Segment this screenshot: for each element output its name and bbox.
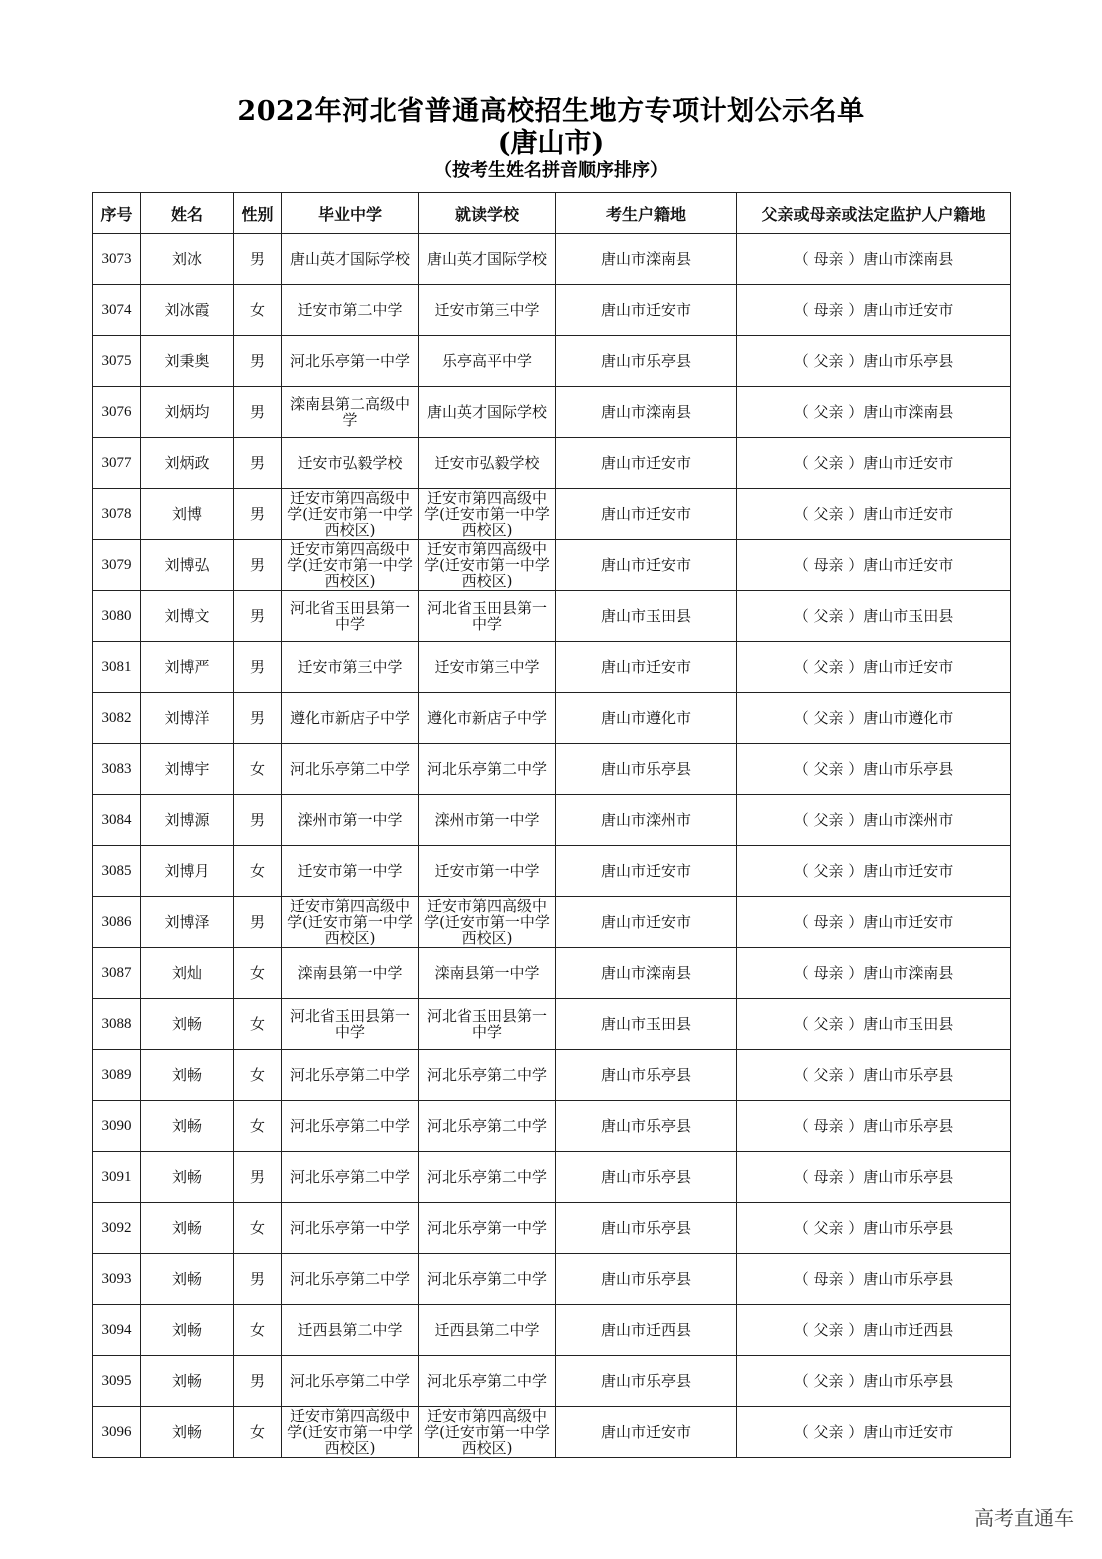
table-row xyxy=(93,285,1011,336)
cell-gender: 女 xyxy=(234,999,282,1050)
cell-current-school: 唐山英才国际学校 xyxy=(419,234,556,285)
cell-student-hukou: 唐山市玉田县 xyxy=(556,999,737,1050)
cell-student-hukou: 唐山市乐亭县 xyxy=(556,336,737,387)
cell-serial: 3084 xyxy=(93,795,141,846)
table-row xyxy=(93,1356,1011,1407)
cell-serial: 3096 xyxy=(93,1407,141,1458)
header-name: 姓名 xyxy=(141,193,234,234)
cell-gender: 女 xyxy=(234,948,282,999)
cell-gender: 男 xyxy=(234,234,282,285)
cell-guardian-hukou: （ 父亲 ）唐山市迁安市 xyxy=(737,642,1011,693)
cell-current-school: 河北乐亭第一中学 xyxy=(419,1203,556,1254)
cell-name: 刘博 xyxy=(141,489,234,540)
cell-gender: 女 xyxy=(234,1101,282,1152)
cell-name: 刘炳政 xyxy=(141,438,234,489)
cell-serial: 3083 xyxy=(93,744,141,795)
cell-serial: 3077 xyxy=(93,438,141,489)
cell-student-hukou: 唐山市玉田县 xyxy=(556,591,737,642)
document-title: 2022年河北省普通高校招生地方专项计划公示名单 xyxy=(237,96,865,127)
cell-gender: 女 xyxy=(234,1203,282,1254)
cell-graduation-school: 河北乐亭第一中学 xyxy=(282,1203,419,1254)
table-row xyxy=(93,1050,1011,1101)
cell-gender: 女 xyxy=(234,744,282,795)
cell-gender: 女 xyxy=(234,285,282,336)
cell-gender: 男 xyxy=(234,693,282,744)
cell-student-hukou: 唐山市迁安市 xyxy=(556,1407,737,1458)
city-subtitle: (唐山市) xyxy=(497,128,605,159)
cell-graduation-school: 迁安市第二中学 xyxy=(282,285,419,336)
table-row xyxy=(93,642,1011,693)
cell-graduation-school: 河北省玉田县第一中学 xyxy=(282,999,419,1050)
cell-student-hukou: 唐山市迁安市 xyxy=(556,438,737,489)
cell-guardian-hukou: （ 父亲 ）唐山市迁安市 xyxy=(737,1407,1011,1458)
cell-gender: 男 xyxy=(234,1152,282,1203)
cell-current-school: 迁安市弘毅学校 xyxy=(419,438,556,489)
cell-serial: 3087 xyxy=(93,948,141,999)
cell-name: 刘灿 xyxy=(141,948,234,999)
cell-guardian-hukou: （ 父亲 ）唐山市乐亭县 xyxy=(737,744,1011,795)
cell-serial: 3094 xyxy=(93,1305,141,1356)
cell-graduation-school: 迁西县第二中学 xyxy=(282,1305,419,1356)
watermark: 高考直通车 xyxy=(974,1506,1074,1530)
cell-name: 刘博宇 xyxy=(141,744,234,795)
cell-serial: 3088 xyxy=(93,999,141,1050)
header-guardian-hukou: 父亲或母亲或法定监护人户籍地 xyxy=(737,193,1011,234)
cell-graduation-school: 唐山英才国际学校 xyxy=(282,234,419,285)
table-row xyxy=(93,1152,1011,1203)
cell-guardian-hukou: （ 父亲 ）唐山市乐亭县 xyxy=(737,1203,1011,1254)
table-row xyxy=(93,387,1011,438)
cell-current-school: 迁安市第一中学 xyxy=(419,846,556,897)
cell-serial: 3074 xyxy=(93,285,141,336)
cell-student-hukou: 唐山市滦南县 xyxy=(556,948,737,999)
cell-serial: 3075 xyxy=(93,336,141,387)
cell-guardian-hukou: （ 母亲 ）唐山市迁安市 xyxy=(737,540,1011,591)
cell-graduation-school: 迁安市第四高级中学(迁安市第一中学西校区) xyxy=(282,1407,419,1458)
cell-gender: 女 xyxy=(234,1407,282,1458)
cell-serial: 3073 xyxy=(93,234,141,285)
cell-current-school: 河北乐亭第二中学 xyxy=(419,744,556,795)
cell-student-hukou: 唐山市乐亭县 xyxy=(556,744,737,795)
cell-graduation-school: 滦南县第一中学 xyxy=(282,948,419,999)
table-row xyxy=(93,438,1011,489)
cell-current-school: 河北乐亭第二中学 xyxy=(419,1101,556,1152)
cell-serial: 3079 xyxy=(93,540,141,591)
cell-guardian-hukou: （ 父亲 ）唐山市迁西县 xyxy=(737,1305,1011,1356)
table-row xyxy=(93,1101,1011,1152)
table-row xyxy=(93,489,1011,540)
cell-gender: 男 xyxy=(234,336,282,387)
cell-name: 刘畅 xyxy=(141,1305,234,1356)
cell-serial: 3091 xyxy=(93,1152,141,1203)
cell-serial: 3095 xyxy=(93,1356,141,1407)
cell-current-school: 迁安市第四高级中学(迁安市第一中学西校区) xyxy=(419,897,556,948)
cell-guardian-hukou: （ 母亲 ）唐山市滦南县 xyxy=(737,948,1011,999)
table-row xyxy=(93,336,1011,387)
cell-current-school: 河北乐亭第二中学 xyxy=(419,1254,556,1305)
cell-guardian-hukou: （ 父亲 ）唐山市遵化市 xyxy=(737,693,1011,744)
cell-gender: 男 xyxy=(234,1254,282,1305)
cell-name: 刘博弘 xyxy=(141,540,234,591)
table-row xyxy=(93,846,1011,897)
header-current-school: 就读学校 xyxy=(419,193,556,234)
header-student-hukou: 考生户籍地 xyxy=(556,193,737,234)
cell-name: 刘博泽 xyxy=(141,897,234,948)
cell-graduation-school: 河北乐亭第二中学 xyxy=(282,1254,419,1305)
cell-current-school: 迁安市第三中学 xyxy=(419,642,556,693)
cell-student-hukou: 唐山市滦南县 xyxy=(556,234,737,285)
cell-guardian-hukou: （ 母亲 ）唐山市乐亭县 xyxy=(737,1152,1011,1203)
cell-gender: 女 xyxy=(234,1305,282,1356)
cell-student-hukou: 唐山市迁西县 xyxy=(556,1305,737,1356)
cell-student-hukou: 唐山市乐亭县 xyxy=(556,1050,737,1101)
cell-gender: 男 xyxy=(234,795,282,846)
cell-guardian-hukou: （ 父亲 ）唐山市滦州市 xyxy=(737,795,1011,846)
cell-guardian-hukou: （ 母亲 ）唐山市乐亭县 xyxy=(737,1254,1011,1305)
cell-graduation-school: 河北乐亭第二中学 xyxy=(282,1356,419,1407)
cell-graduation-school: 河北乐亭第二中学 xyxy=(282,1050,419,1101)
cell-name: 刘畅 xyxy=(141,1101,234,1152)
cell-serial: 3080 xyxy=(93,591,141,642)
table-row xyxy=(93,999,1011,1050)
cell-serial: 3089 xyxy=(93,1050,141,1101)
cell-guardian-hukou: （ 母亲 ）唐山市迁安市 xyxy=(737,897,1011,948)
cell-student-hukou: 唐山市迁安市 xyxy=(556,540,737,591)
cell-name: 刘冰霞 xyxy=(141,285,234,336)
cell-gender: 男 xyxy=(234,489,282,540)
cell-guardian-hukou: （ 父亲 ）唐山市乐亭县 xyxy=(737,1050,1011,1101)
cell-gender: 男 xyxy=(234,1356,282,1407)
cell-gender: 男 xyxy=(234,387,282,438)
cell-serial: 3092 xyxy=(93,1203,141,1254)
cell-graduation-school: 迁安市第一中学 xyxy=(282,846,419,897)
header-gender: 性别 xyxy=(234,193,282,234)
cell-name: 刘畅 xyxy=(141,1407,234,1458)
table-header-row xyxy=(93,193,1011,234)
cell-guardian-hukou: （ 母亲 ）唐山市滦南县 xyxy=(737,234,1011,285)
cell-student-hukou: 唐山市遵化市 xyxy=(556,693,737,744)
cell-gender: 男 xyxy=(234,540,282,591)
cell-graduation-school: 迁安市第四高级中学(迁安市第一中学西校区) xyxy=(282,897,419,948)
cell-serial: 3093 xyxy=(93,1254,141,1305)
table-row xyxy=(93,1305,1011,1356)
cell-current-school: 滦州市第一中学 xyxy=(419,795,556,846)
cell-gender: 男 xyxy=(234,438,282,489)
cell-student-hukou: 唐山市乐亭县 xyxy=(556,1203,737,1254)
cell-name: 刘博严 xyxy=(141,642,234,693)
cell-current-school: 迁安市第三中学 xyxy=(419,285,556,336)
cell-name: 刘博源 xyxy=(141,795,234,846)
cell-graduation-school: 迁安市第四高级中学(迁安市第一中学西校区) xyxy=(282,540,419,591)
cell-student-hukou: 唐山市滦州市 xyxy=(556,795,737,846)
table-row xyxy=(93,1203,1011,1254)
cell-gender: 女 xyxy=(234,846,282,897)
cell-name: 刘博洋 xyxy=(141,693,234,744)
cell-student-hukou: 唐山市滦南县 xyxy=(556,387,737,438)
cell-current-school: 河北乐亭第二中学 xyxy=(419,1152,556,1203)
cell-serial: 3090 xyxy=(93,1101,141,1152)
table-row xyxy=(93,1407,1011,1458)
cell-graduation-school: 河北乐亭第一中学 xyxy=(282,336,419,387)
table-row xyxy=(93,948,1011,999)
cell-current-school: 迁安市第四高级中学(迁安市第一中学西校区) xyxy=(419,540,556,591)
cell-serial: 3076 xyxy=(93,387,141,438)
cell-current-school: 河北乐亭第二中学 xyxy=(419,1050,556,1101)
cell-guardian-hukou: （ 父亲 ）唐山市玉田县 xyxy=(737,591,1011,642)
cell-guardian-hukou: （ 父亲 ）唐山市迁安市 xyxy=(737,489,1011,540)
cell-student-hukou: 唐山市乐亭县 xyxy=(556,1152,737,1203)
cell-current-school: 河北乐亭第二中学 xyxy=(419,1356,556,1407)
cell-current-school: 滦南县第一中学 xyxy=(419,948,556,999)
cell-current-school: 河北省玉田县第一中学 xyxy=(419,591,556,642)
table-row xyxy=(93,591,1011,642)
cell-guardian-hukou: （ 父亲 ）唐山市迁安市 xyxy=(737,846,1011,897)
cell-name: 刘畅 xyxy=(141,1254,234,1305)
cell-student-hukou: 唐山市迁安市 xyxy=(556,285,737,336)
cell-name: 刘畅 xyxy=(141,1356,234,1407)
cell-gender: 男 xyxy=(234,897,282,948)
cell-graduation-school: 迁安市弘毅学校 xyxy=(282,438,419,489)
cell-guardian-hukou: （ 母亲 ）唐山市乐亭县 xyxy=(737,1101,1011,1152)
table-row xyxy=(93,540,1011,591)
cell-student-hukou: 唐山市乐亭县 xyxy=(556,1356,737,1407)
cell-gender: 男 xyxy=(234,591,282,642)
cell-graduation-school: 河北乐亭第二中学 xyxy=(282,1101,419,1152)
cell-name: 刘冰 xyxy=(141,234,234,285)
table-row xyxy=(93,897,1011,948)
cell-student-hukou: 唐山市迁安市 xyxy=(556,489,737,540)
header-serial: 序号 xyxy=(93,193,141,234)
cell-graduation-school: 迁安市第四高级中学(迁安市第一中学西校区) xyxy=(282,489,419,540)
cell-guardian-hukou: （ 父亲 ）唐山市迁安市 xyxy=(737,438,1011,489)
sort-note: （按考生姓名拼音顺序排序） xyxy=(434,160,668,181)
cell-current-school: 乐亭高平中学 xyxy=(419,336,556,387)
table-row xyxy=(93,234,1011,285)
cell-graduation-school: 迁安市第三中学 xyxy=(282,642,419,693)
cell-current-school: 唐山英才国际学校 xyxy=(419,387,556,438)
cell-graduation-school: 遵化市新店子中学 xyxy=(282,693,419,744)
table-row xyxy=(93,795,1011,846)
cell-name: 刘秉奥 xyxy=(141,336,234,387)
cell-guardian-hukou: （ 父亲 ）唐山市滦南县 xyxy=(737,387,1011,438)
cell-student-hukou: 唐山市乐亭县 xyxy=(556,1101,737,1152)
cell-guardian-hukou: （ 父亲 ）唐山市乐亭县 xyxy=(737,336,1011,387)
cell-gender: 男 xyxy=(234,642,282,693)
cell-gender: 女 xyxy=(234,1050,282,1101)
table-row xyxy=(93,1254,1011,1305)
cell-graduation-school: 河北乐亭第二中学 xyxy=(282,744,419,795)
cell-name: 刘博文 xyxy=(141,591,234,642)
cell-graduation-school: 河北省玉田县第一中学 xyxy=(282,591,419,642)
cell-serial: 3082 xyxy=(93,693,141,744)
cell-guardian-hukou: （ 父亲 ）唐山市玉田县 xyxy=(737,999,1011,1050)
cell-serial: 3086 xyxy=(93,897,141,948)
cell-guardian-hukou: （ 父亲 ）唐山市乐亭县 xyxy=(737,1356,1011,1407)
cell-serial: 3078 xyxy=(93,489,141,540)
cell-name: 刘博月 xyxy=(141,846,234,897)
cell-student-hukou: 唐山市迁安市 xyxy=(556,897,737,948)
cell-name: 刘炳均 xyxy=(141,387,234,438)
table-row xyxy=(93,693,1011,744)
cell-name: 刘畅 xyxy=(141,1152,234,1203)
header-graduation-school: 毕业中学 xyxy=(282,193,419,234)
cell-serial: 3085 xyxy=(93,846,141,897)
cell-current-school: 迁西县第二中学 xyxy=(419,1305,556,1356)
cell-current-school: 迁安市第四高级中学(迁安市第一中学西校区) xyxy=(419,1407,556,1458)
cell-student-hukou: 唐山市乐亭县 xyxy=(556,1254,737,1305)
table-row xyxy=(93,744,1011,795)
cell-current-school: 迁安市第四高级中学(迁安市第一中学西校区) xyxy=(419,489,556,540)
cell-serial: 3081 xyxy=(93,642,141,693)
cell-name: 刘畅 xyxy=(141,999,234,1050)
cell-student-hukou: 唐山市迁安市 xyxy=(556,642,737,693)
cell-guardian-hukou: （ 母亲 ）唐山市迁安市 xyxy=(737,285,1011,336)
cell-name: 刘畅 xyxy=(141,1050,234,1101)
student-list-table xyxy=(92,192,1011,1458)
cell-name: 刘畅 xyxy=(141,1203,234,1254)
cell-graduation-school: 河北乐亭第二中学 xyxy=(282,1152,419,1203)
cell-graduation-school: 滦州市第一中学 xyxy=(282,795,419,846)
cell-student-hukou: 唐山市迁安市 xyxy=(556,846,737,897)
cell-graduation-school: 滦南县第二高级中学 xyxy=(282,387,419,438)
cell-current-school: 河北省玉田县第一中学 xyxy=(419,999,556,1050)
cell-current-school: 遵化市新店子中学 xyxy=(419,693,556,744)
